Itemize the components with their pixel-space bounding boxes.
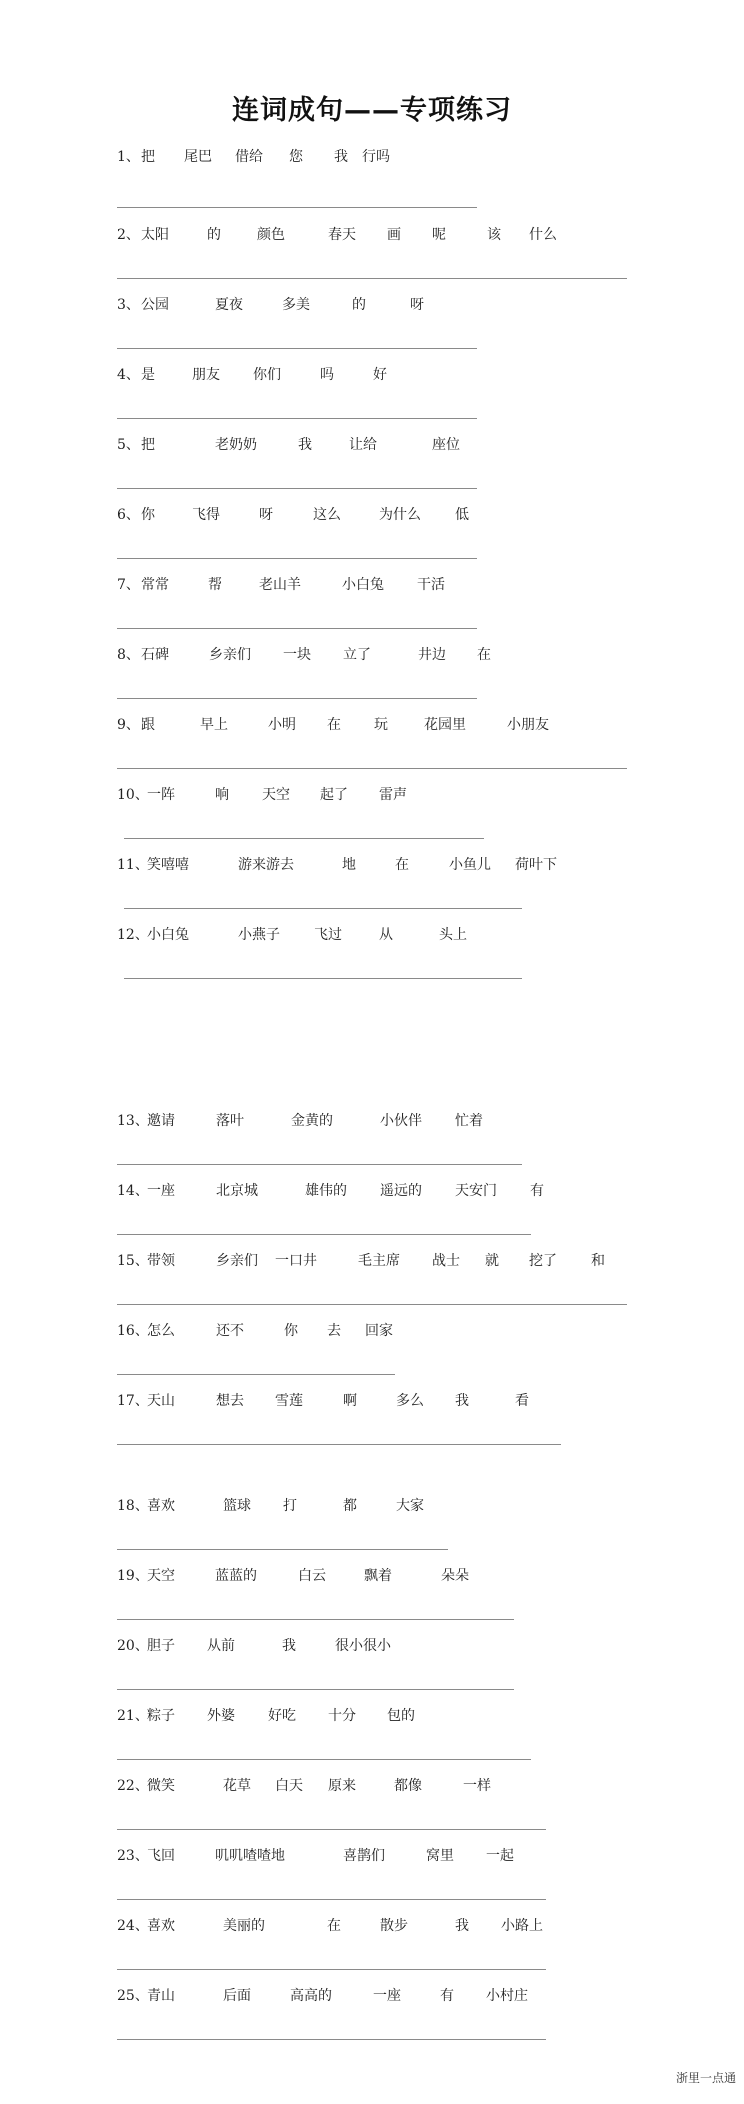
word-tile: 小路上 [501, 1918, 543, 1934]
question-number: 22、 [117, 1778, 149, 1794]
answer-line [117, 1549, 448, 1550]
word-tile: 十分 [328, 1708, 356, 1724]
word-tile: 啊 [343, 1393, 357, 1409]
word-tile: 后面 [223, 1988, 251, 2004]
word-tile: 飞过 [314, 927, 342, 943]
word-tile: 篮球 [223, 1498, 251, 1514]
question-number: 6、 [117, 507, 140, 523]
answer-line [117, 1619, 514, 1620]
word-tile: 立了 [343, 647, 371, 663]
question-number: 5、 [117, 437, 140, 453]
question-number: 1、 [117, 149, 140, 165]
answer-line [124, 908, 522, 909]
word-tile: 我 [298, 437, 312, 453]
word-tile: 白天 [275, 1778, 303, 1794]
answer-line [117, 1899, 546, 1900]
word-tile: 北京城 [216, 1183, 258, 1199]
word-tile: 微笑 [147, 1778, 175, 1794]
word-tile: 多美 [282, 297, 310, 313]
question-number: 23、 [117, 1848, 149, 1864]
question-item [0, 1112, 744, 1172]
word-tile: 战士 [432, 1253, 460, 1269]
word-tile: 早上 [200, 717, 228, 733]
word-tile: 什么 [529, 227, 557, 243]
answer-line [117, 348, 477, 349]
question-number: 13、 [117, 1113, 149, 1129]
word-tile: 就 [485, 1253, 499, 1269]
word-tile: 天山 [147, 1393, 175, 1409]
word-tile: 飘着 [364, 1568, 392, 1584]
word-tile: 落叶 [216, 1113, 244, 1129]
answer-line [117, 1304, 627, 1305]
question-item [0, 148, 744, 208]
word-tile: 挖了 [529, 1253, 557, 1269]
word-tile: 为什么 [379, 507, 421, 523]
question-number: 20、 [117, 1638, 149, 1654]
word-tile: 都像 [394, 1778, 422, 1794]
question-number: 17、 [117, 1393, 149, 1409]
word-tile: 飞回 [147, 1848, 175, 1864]
question-number: 11、 [117, 857, 149, 873]
word-tile: 遥远的 [380, 1183, 422, 1199]
word-tile: 很小很小 [335, 1638, 391, 1654]
word-tile: 井边 [418, 647, 446, 663]
word-tile: 白云 [298, 1568, 326, 1584]
word-tile: 都 [343, 1498, 357, 1514]
word-tile: 和 [591, 1253, 605, 1269]
answer-line [117, 418, 477, 419]
answer-line [117, 2039, 546, 2040]
question-item [0, 926, 744, 986]
word-tile: 去 [327, 1323, 341, 1339]
word-tile: 老山羊 [259, 577, 301, 593]
answer-line [117, 628, 477, 629]
word-tile: 小白兔 [147, 927, 189, 943]
word-tile: 朋友 [192, 367, 220, 383]
word-tile: 荷叶下 [515, 857, 557, 873]
word-tile: 响 [215, 787, 229, 803]
word-tile: 多么 [396, 1393, 424, 1409]
question-number: 8、 [117, 647, 140, 663]
word-tile: 地 [342, 857, 356, 873]
word-tile: 呀 [410, 297, 424, 313]
question-item [0, 1182, 744, 1242]
word-tile: 好 [373, 367, 387, 383]
word-tile: 干活 [417, 577, 445, 593]
word-tile: 喜欢 [147, 1918, 175, 1934]
question-number: 16、 [117, 1323, 149, 1339]
question-item [0, 506, 744, 566]
word-tile: 该 [487, 227, 501, 243]
question-item [0, 1497, 744, 1557]
word-tile: 雷声 [379, 787, 407, 803]
word-tile: 看 [515, 1393, 529, 1409]
word-tile: 小白兔 [342, 577, 384, 593]
word-tile: 帮 [208, 577, 222, 593]
word-tile: 头上 [439, 927, 467, 943]
word-tile: 大家 [396, 1498, 424, 1514]
word-tile: 小朋友 [507, 717, 549, 733]
word-tile: 一阵 [147, 787, 175, 803]
word-tile: 喜鹊们 [343, 1848, 385, 1864]
word-tile: 花草 [223, 1778, 251, 1794]
word-tile: 蓝蓝的 [215, 1568, 257, 1584]
word-tile: 有 [440, 1988, 454, 2004]
word-tile: 叽叽喳喳地 [215, 1848, 285, 1864]
word-tile: 你们 [253, 367, 281, 383]
question-item [0, 226, 744, 286]
word-tile: 一块 [283, 647, 311, 663]
word-tile: 带领 [147, 1253, 175, 1269]
word-tile: 您 [289, 149, 303, 165]
word-tile: 窝里 [426, 1848, 454, 1864]
word-tile: 座位 [432, 437, 460, 453]
word-tile: 邀请 [147, 1113, 175, 1129]
word-tile: 夏夜 [215, 297, 243, 313]
question-number: 15、 [117, 1253, 149, 1269]
question-number: 10、 [117, 787, 149, 803]
page-title: 连词成句——专项练习 [232, 95, 512, 126]
question-item [0, 1392, 744, 1452]
word-tile: 在 [395, 857, 409, 873]
footer-brand: 浙里一点通 [675, 2071, 736, 2085]
word-tile: 一座 [147, 1183, 175, 1199]
word-tile: 的 [207, 227, 221, 243]
word-tile: 喜欢 [147, 1498, 175, 1514]
question-item [0, 366, 744, 426]
word-tile: 在 [327, 1918, 341, 1934]
question-item [0, 716, 744, 776]
word-tile: 低 [455, 507, 469, 523]
question-number: 18、 [117, 1498, 149, 1514]
word-tile: 我 [455, 1393, 469, 1409]
word-tile: 你 [141, 507, 155, 523]
word-tile: 笑嘻嘻 [147, 857, 189, 873]
question-number: 14、 [117, 1183, 149, 1199]
word-tile: 雪莲 [275, 1393, 303, 1409]
word-tile: 回家 [365, 1323, 393, 1339]
answer-line [124, 838, 484, 839]
word-tile: 朵朵 [441, 1568, 469, 1584]
answer-line [117, 1374, 395, 1375]
word-tile: 行吗 [362, 149, 390, 165]
word-tile: 我 [334, 149, 348, 165]
word-tile: 春天 [328, 227, 356, 243]
question-item [0, 296, 744, 356]
question-item [0, 1322, 744, 1382]
word-tile: 太阳 [141, 227, 169, 243]
word-tile: 尾巴 [184, 149, 212, 165]
word-tile: 美丽的 [223, 1918, 265, 1934]
word-tile: 在 [477, 647, 491, 663]
word-tile: 毛主席 [358, 1253, 400, 1269]
word-tile: 天空 [262, 787, 290, 803]
answer-line [124, 978, 522, 979]
word-tile: 小明 [268, 717, 296, 733]
answer-line [117, 558, 477, 559]
word-tile: 打 [283, 1498, 297, 1514]
word-tile: 我 [282, 1638, 296, 1654]
word-tile: 在 [327, 717, 341, 733]
question-item [0, 1917, 744, 1977]
word-tile: 颜色 [257, 227, 285, 243]
word-tile: 是 [141, 367, 155, 383]
answer-line [117, 768, 627, 769]
answer-line [117, 278, 627, 279]
word-tile: 高高的 [290, 1988, 332, 2004]
answer-line [117, 1444, 561, 1445]
word-tile: 这么 [313, 507, 341, 523]
word-tile: 有 [530, 1183, 544, 1199]
question-item [0, 1252, 744, 1312]
answer-line [117, 1689, 514, 1690]
question-item [0, 436, 744, 496]
word-tile: 雄伟的 [305, 1183, 347, 1199]
word-tile: 从 [379, 927, 393, 943]
word-tile: 小鱼儿 [449, 857, 491, 873]
answer-line [117, 1969, 546, 1970]
answer-line [117, 698, 477, 699]
word-tile: 天空 [147, 1568, 175, 1584]
word-tile: 的 [352, 297, 366, 313]
question-number: 4、 [117, 367, 140, 383]
question-number: 12、 [117, 927, 149, 943]
word-tile: 小燕子 [238, 927, 280, 943]
word-tile: 一起 [486, 1848, 514, 1864]
word-tile: 玩 [374, 717, 388, 733]
word-tile: 把 [141, 149, 155, 165]
question-number: 2、 [117, 227, 140, 243]
question-item [0, 1847, 744, 1907]
word-tile: 原来 [328, 1778, 356, 1794]
answer-line [117, 207, 477, 208]
word-tile: 小村庄 [486, 1988, 528, 2004]
word-tile: 想去 [216, 1393, 244, 1409]
word-tile: 忙着 [455, 1113, 483, 1129]
word-tile: 飞得 [192, 507, 220, 523]
word-tile: 一座 [373, 1988, 401, 2004]
question-number: 3、 [117, 297, 140, 313]
word-tile: 石碑 [141, 647, 169, 663]
word-tile: 跟 [141, 717, 155, 733]
question-number: 19、 [117, 1568, 149, 1584]
word-tile: 胆子 [147, 1638, 175, 1654]
word-tile: 呢 [432, 227, 446, 243]
question-item [0, 576, 744, 636]
answer-line [117, 488, 477, 489]
word-tile: 呀 [259, 507, 273, 523]
question-item [0, 1567, 744, 1627]
word-tile: 外婆 [207, 1708, 235, 1724]
word-tile: 从前 [207, 1638, 235, 1654]
word-tile: 借给 [235, 149, 263, 165]
question-item [0, 1777, 744, 1837]
word-tile: 老奶奶 [215, 437, 257, 453]
question-item [0, 1987, 744, 2047]
question-number: 21、 [117, 1708, 149, 1724]
word-tile: 青山 [147, 1988, 175, 2004]
question-item [0, 646, 744, 706]
word-tile: 还不 [216, 1323, 244, 1339]
question-item [0, 1707, 744, 1767]
word-tile: 吗 [320, 367, 334, 383]
question-number: 7、 [117, 577, 140, 593]
word-tile: 常常 [141, 577, 169, 593]
word-tile: 一样 [463, 1778, 491, 1794]
question-number: 25、 [117, 1988, 149, 2004]
word-tile: 公园 [141, 297, 169, 313]
word-tile: 好吃 [268, 1708, 296, 1724]
word-tile: 乡亲们 [209, 647, 251, 663]
word-tile: 画 [387, 227, 401, 243]
word-tile: 我 [455, 1918, 469, 1934]
answer-line [117, 1759, 531, 1760]
word-tile: 起了 [320, 787, 348, 803]
word-tile: 把 [141, 437, 155, 453]
word-tile: 游来游去 [238, 857, 294, 873]
word-tile: 粽子 [147, 1708, 175, 1724]
question-number: 24、 [117, 1918, 149, 1934]
question-item [0, 856, 744, 916]
answer-line [117, 1829, 546, 1830]
word-tile: 金黄的 [291, 1113, 333, 1129]
word-tile: 你 [284, 1323, 298, 1339]
question-item [0, 1637, 744, 1697]
word-tile: 天安门 [455, 1183, 497, 1199]
word-tile: 散步 [380, 1918, 408, 1934]
word-tile: 小伙伴 [380, 1113, 422, 1129]
word-tile: 一口井 [275, 1253, 317, 1269]
word-tile: 怎么 [147, 1323, 175, 1339]
word-tile: 让给 [349, 437, 377, 453]
answer-line [117, 1164, 522, 1165]
answer-line [117, 1234, 531, 1235]
word-tile: 包的 [387, 1708, 415, 1724]
question-item [0, 786, 744, 846]
word-tile: 乡亲们 [216, 1253, 258, 1269]
word-tile: 花园里 [424, 717, 466, 733]
question-number: 9、 [117, 717, 140, 733]
